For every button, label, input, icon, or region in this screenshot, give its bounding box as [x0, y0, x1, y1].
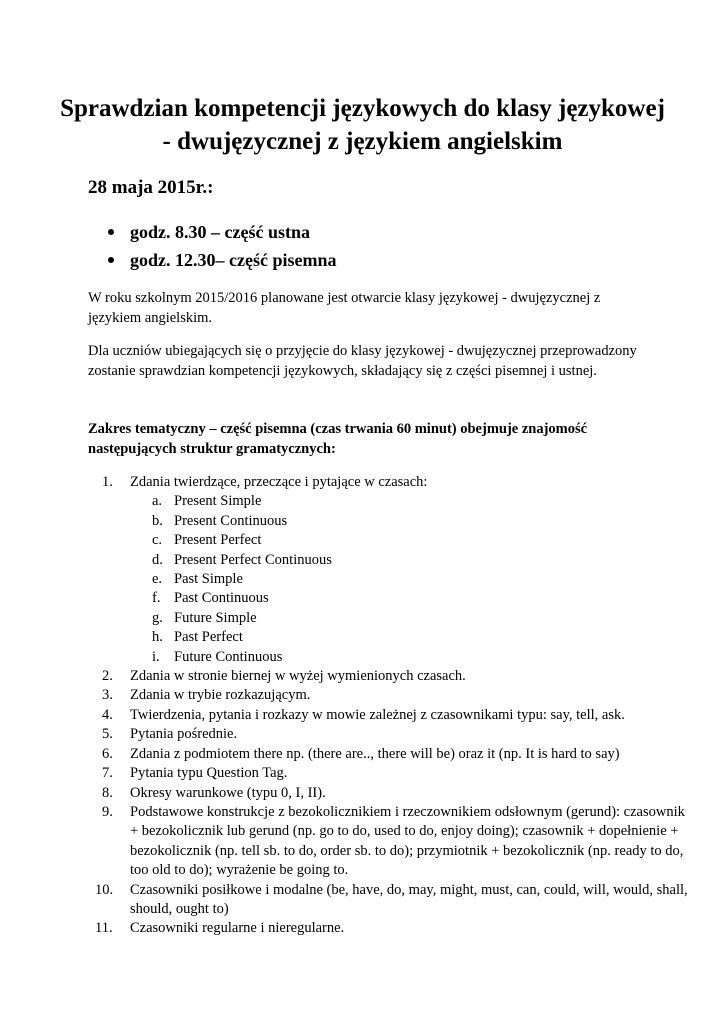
schedule-item-written: [88, 246, 336, 274]
tense-item: [130, 609, 688, 628]
list-item-text: Czasowniki regularne i nieregularne.: [130, 920, 345, 937]
tense-letter: f.: [152, 590, 161, 607]
list-item-text: Okresy warunkowe (typu 0, I, II).: [130, 784, 326, 801]
schedule-list: [88, 218, 336, 274]
list-item-text: Czasowniki posiłkowe i modalne (be, have, do, may, might, must, can, could, will, would, shall, should, ought to): [130, 881, 688, 917]
exam-paragraph: Dla uczniów ubiegających się o przyjęcie do klasy językowej - dwujęzycznej przeprowadzony zostanie sprawdzian kompetencji językowych, składający się z części pisemnej i ustnej.: [88, 343, 637, 379]
schedule-item-oral: [88, 218, 336, 246]
list-number: 10.: [95, 881, 114, 898]
tense-text: Present Perfect Continuous: [174, 551, 332, 568]
tense-letter: a.: [152, 493, 163, 510]
tense-letter: b.: [152, 512, 163, 529]
list-item-text: Zdania z podmiotem there np. (there are.., there will be) oraz it (np. It is hard to say): [130, 745, 620, 762]
scope-heading: Zakres tematyczny – część pisemna (czas trwania 60 minut) obejmuje znajomość następujących struktur gramatycznych:: [88, 421, 588, 457]
list-item-text: Pytania pośrednie.: [130, 726, 238, 743]
list-item: [88, 745, 688, 764]
tense-item: [130, 492, 688, 511]
list-number: 5.: [102, 726, 113, 743]
list-item-text: Zdania w trybie rozkazującym.: [130, 687, 311, 704]
tense-text: Past Perfect: [174, 629, 243, 646]
tense-item: [130, 589, 688, 608]
document-title: Sprawdzian kompetencji językowych do klasy językowej - dwujęzycznej z językiem angielskim: [60, 95, 665, 155]
tense-item: [130, 628, 688, 647]
list-item: [88, 784, 688, 803]
tense-letter: e.: [152, 571, 163, 588]
tense-text: Future Continuous: [174, 648, 283, 665]
tense-text: Present Simple: [174, 493, 262, 510]
tense-text: Past Simple: [174, 571, 243, 588]
tense-item: [130, 648, 688, 667]
tense-item: [130, 551, 688, 570]
list-item: [88, 764, 688, 783]
tense-letter: d.: [152, 551, 163, 568]
grammar-list: [88, 473, 688, 939]
list-item-text: Zdania twierdzące, przeczące i pytające w czasach:: [130, 474, 428, 490]
tense-text: Past Continuous: [174, 590, 269, 607]
list-item: [88, 919, 688, 938]
list-item-text: Podstawowe konstrukcje z bezokolicznikiem i rzeczownikiem odsłownym (gerund): czasownik + bezokolicznik lub gerund (np. go to do, used to do, enjoy doing); czasownik + dopełnienie + bezokolicznik (np. tell sb. to do, order sb. to do); przymiotnik + bezokolicznik (np. ready to do, too old to do); wyrażenie be going to.: [130, 803, 685, 879]
bullet-icon: [108, 229, 114, 235]
list-item: [88, 706, 688, 725]
tense-letter: g.: [152, 609, 163, 626]
list-item-text: Twierdzenia, pytania i rozkazy w mowie zależnej z czasownikami typu: say, tell, ask.: [130, 706, 625, 723]
tense-letter: i.: [152, 648, 160, 665]
tense-text: Present Perfect: [174, 532, 262, 549]
list-number: 3.: [102, 687, 113, 704]
list-item: [88, 881, 688, 920]
exam-date: 28 maja 2015r.:: [88, 177, 214, 198]
intro-paragraph: W roku szkolnym 2015/2016 planowane jest otwarcie klasy językowej - dwujęzycznej z językiem angielskim.: [88, 290, 601, 326]
tense-letter: h.: [152, 629, 163, 646]
list-number: 4.: [102, 706, 113, 723]
tense-list: [130, 492, 688, 667]
list-number: 9.: [102, 803, 113, 820]
tense-text: Present Continuous: [174, 512, 288, 529]
schedule-item-label: godz. 12.30– część pisemna: [130, 250, 337, 270]
list-number: 1.: [102, 474, 113, 490]
list-number: 7.: [102, 765, 113, 782]
list-item: [88, 803, 688, 881]
list-item: [88, 667, 688, 686]
schedule-item-label: godz. 8.30 – część ustna: [130, 222, 310, 242]
list-item-text: Pytania typu Question Tag.: [130, 765, 288, 782]
list-number: 11.: [95, 920, 113, 937]
list-item-text: Zdania w stronie biernej w wyżej wymienionych czasach.: [130, 668, 466, 685]
tense-item: [130, 531, 688, 550]
list-item: [88, 473, 688, 667]
list-number: 8.: [102, 784, 113, 801]
tense-item: [130, 512, 688, 531]
tense-text: Future Simple: [174, 609, 257, 626]
list-number: 6.: [102, 745, 113, 762]
tense-letter: c.: [152, 532, 163, 549]
list-number: 2.: [102, 668, 113, 685]
bullet-icon: [108, 257, 114, 263]
list-item: [88, 686, 688, 705]
tense-item: [130, 570, 688, 589]
list-item: [88, 725, 688, 744]
